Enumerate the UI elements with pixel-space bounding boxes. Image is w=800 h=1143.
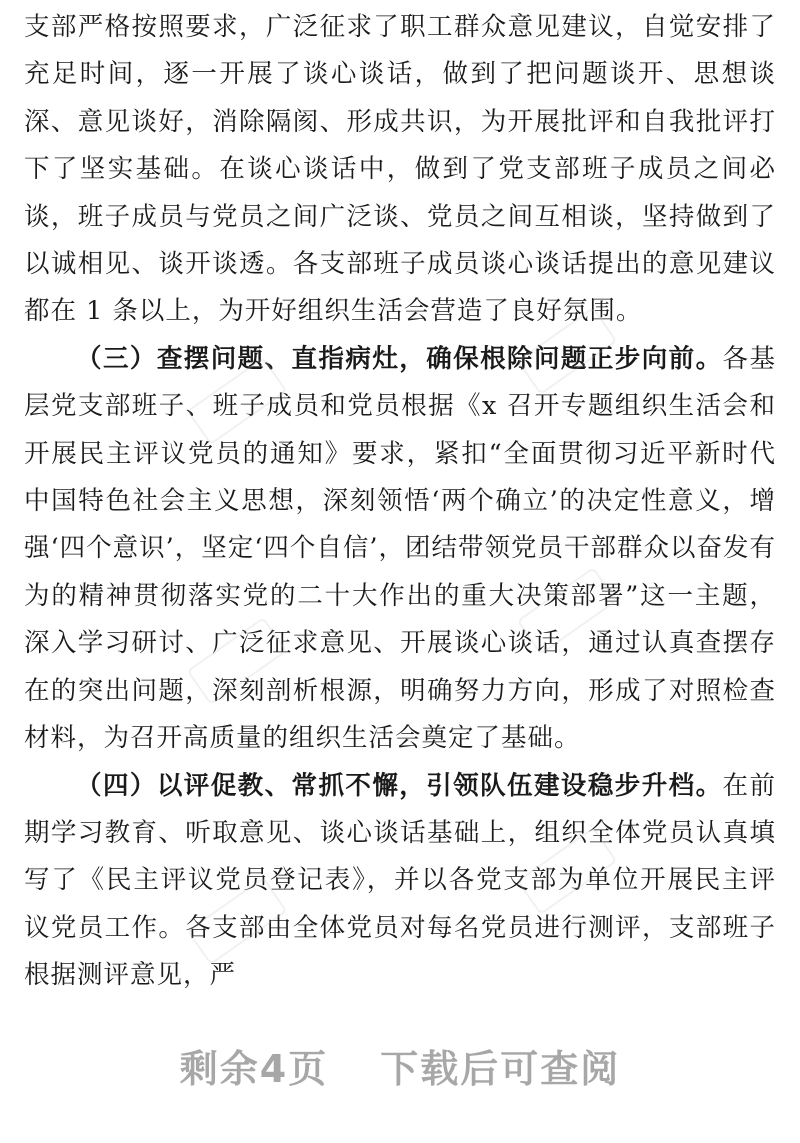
paragraph-1: [24, 4, 776, 336]
paragraph-3-heading: （四）以评促教、常抓不懈，引领队伍建设稳步升档。: [76, 770, 723, 801]
paragraph-1-text: 支部严格按照要求，广泛征求了职工群众意见建议，自觉安排了充足时间，逐一开展了谈心谈话，做到了把问题谈开、思想谈深、意见谈好，消除隔阂、形成共识，为开展批评和自我批评打下了坚实基础。在谈心谈话中，做到了党支部班子成员之间必谈，班子成员与党员之间广泛谈、党员之间互相谈，坚持做到了以诚相见、谈开谈透。各支部班子成员谈心谈话提出的意见建议都在 1 条以上，为开好组织生活会营造了良好氛围。: [24, 12, 776, 327]
document-body: [24, 0, 776, 1000]
download-prompt-banner[interactable]: [0, 1038, 800, 1093]
paragraph-2: [24, 336, 776, 763]
paragraph-3: [24, 763, 776, 1000]
download-hint-label: 下载后可查阅: [380, 1047, 621, 1091]
remaining-pages-label: 剩余4页: [179, 1047, 329, 1091]
paragraph-2-text: 各基层党支部班子、班子成员和党员根据《x 召开专题组织生活会和开展民主评议党员的通知》要求，紧扣“全面贯彻习近平新时代中国特色社会主义思想，深刻领悟‘两个确立’的决定性意义，增强‘四个意识’，坚定‘四个自信’，团结带领党员干部群众以奋发有为的精神贯彻落实党的二十大作出的重大决策部署”这一主题，深入学习研讨、广泛征求意见、开展谈心谈话，通过认真查摆存在的突出问题，深刻剖析根源，明确努力方向，形成了对照检查材料，为召开高质量的组织生活会奠定了基础。: [24, 343, 776, 754]
paragraph-3-text: 在前期学习教育、听取意见、谈心谈话基础上，组织全体党员认真填写了《民主评议党员登记表》，并以各党支部为单位开展民主评议党员工作。各支部由全体党员对每名党员进行测评，支部班子根据测评意见，严: [24, 770, 776, 991]
paragraph-2-heading: （三）查摆问题、直指病灶，确保根除问题正步向前。: [76, 343, 723, 374]
